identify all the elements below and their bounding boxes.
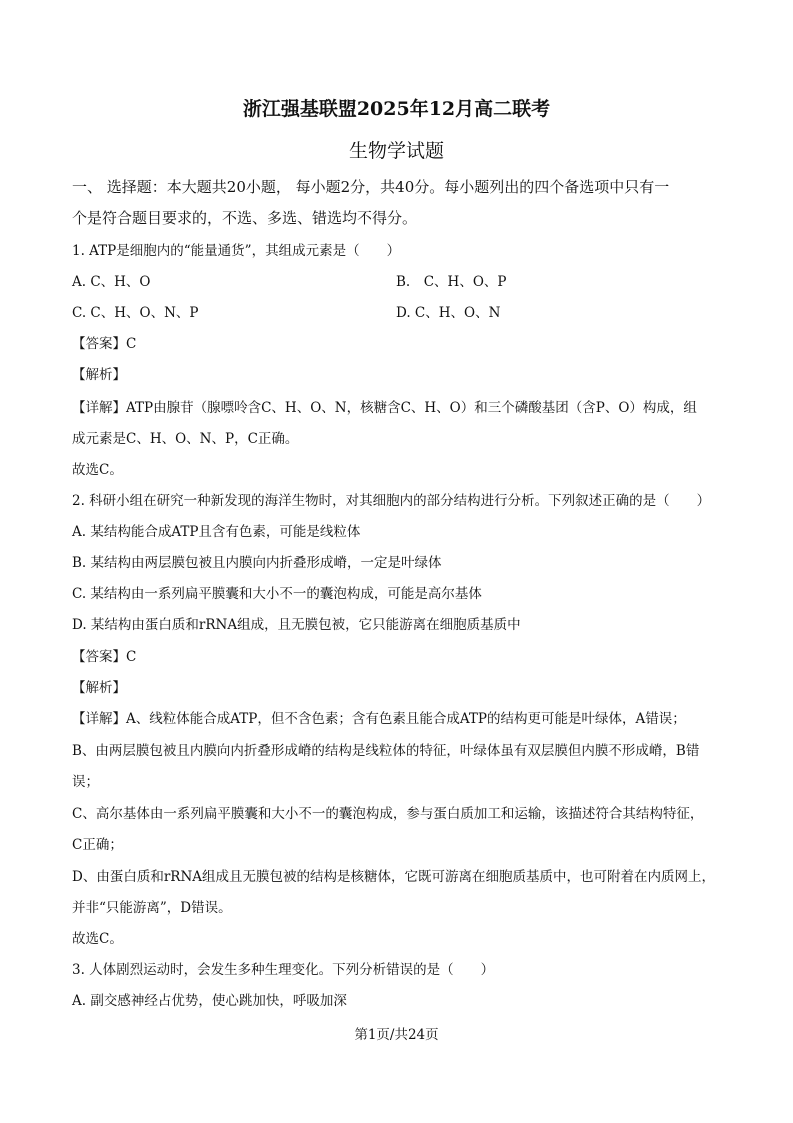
page-title: 浙江强基联盟2025年12月高二联考	[242, 98, 551, 120]
q2-detail-line6: D、由蛋白质和rRNA组成且无膜包被的结构是核糖体，它既可游离在细胞质基质中，也可附着在内质网上，	[72, 869, 716, 885]
q2-stem: 2. 科研小组在研究一种新发现的海洋生物时，对其细胞内的部分结构进行分析。下列叙述正确的是（ ）	[72, 493, 711, 509]
q2-detail-line1: 【详解】A、线粒体能合成ATP，但不含色素；含有色素且能合成ATP的结构更可能是叶绿体，A错误；	[72, 711, 686, 727]
q2-analysis: 【解析】	[72, 680, 126, 696]
q1-stem: 1. ATP是细胞内的“能量通货”，其组成元素是（ ）	[72, 243, 401, 259]
q2-detail-line3: 误；	[72, 774, 99, 790]
q2-detail-line7: 并非“只能游离”，D错误。	[72, 900, 232, 916]
q2-detail-line4: C、高尔基体由一系列扁平膜囊和大小不一的囊泡构成，参与蛋白质加工和运输，该描述符合其结构特征，	[72, 806, 704, 822]
q3-stem: 3. 人体剧烈运动时，会发生多种生理变化。下列分析错误的是（ ）	[72, 962, 495, 978]
q1-conclusion: 故选C。	[72, 462, 123, 478]
q1-answer: 【答案】C	[72, 336, 137, 352]
q2-conclusion: 故选C。	[72, 931, 123, 947]
q1-detail-line1: 【详解】ATP由腺苷（腺嘌呤含C、H、O、N，核糖含C、H、O）和三个磷酸基团（含P、O）构成，组	[72, 400, 697, 416]
q1-option-b: B. C、H、O、P	[396, 274, 507, 290]
q2-option-c: C. 某结构由一系列扁平膜囊和大小不一的囊泡构成，可能是高尔基体	[72, 586, 482, 602]
q2-option-d: D. 某结构由蛋白质和rRNA组成，且无膜包被，它只能游离在细胞质基质中	[72, 617, 521, 633]
q2-option-a: A. 某结构能合成ATP且含有色素，可能是线粒体	[72, 524, 361, 540]
q1-option-d: D. C、H、O、N	[396, 305, 501, 321]
section-instructions-line1: 一、 选择题：本大题共20小题， 每小题2分，共40分。每小题列出的四个备选项中只有一	[72, 178, 670, 196]
q1-detail-line2: 成元素是C、H、O、N、P，C正确。	[72, 431, 299, 447]
page-footer: 第1页/共24页	[354, 1027, 439, 1043]
page-subtitle: 生物学试题	[348, 140, 444, 162]
q1-analysis: 【解析】	[72, 367, 126, 383]
q2-detail-line2: B、由两层膜包被且内膜向内折叠形成嵴的结构是线粒体的特征，叶绿体虽有双层膜但内膜不形成嵴，B错	[72, 743, 700, 759]
q1-option-a: A. C、H、O	[72, 274, 151, 290]
q2-detail-line5: C正确；	[72, 837, 123, 853]
q2-option-b: B. 某结构由两层膜包被且内膜向内折叠形成嵴，一定是叶绿体	[72, 555, 442, 571]
q3-option-a: A. 副交感神经占优势，使心跳加快，呼吸加深	[72, 993, 347, 1009]
q1-option-c: C. C、H、O、N、P	[72, 305, 199, 321]
section-instructions-line2: 个是符合题目要求的，不选、多选、错选均不得分。	[72, 209, 418, 227]
q2-answer: 【答案】C	[72, 649, 137, 665]
